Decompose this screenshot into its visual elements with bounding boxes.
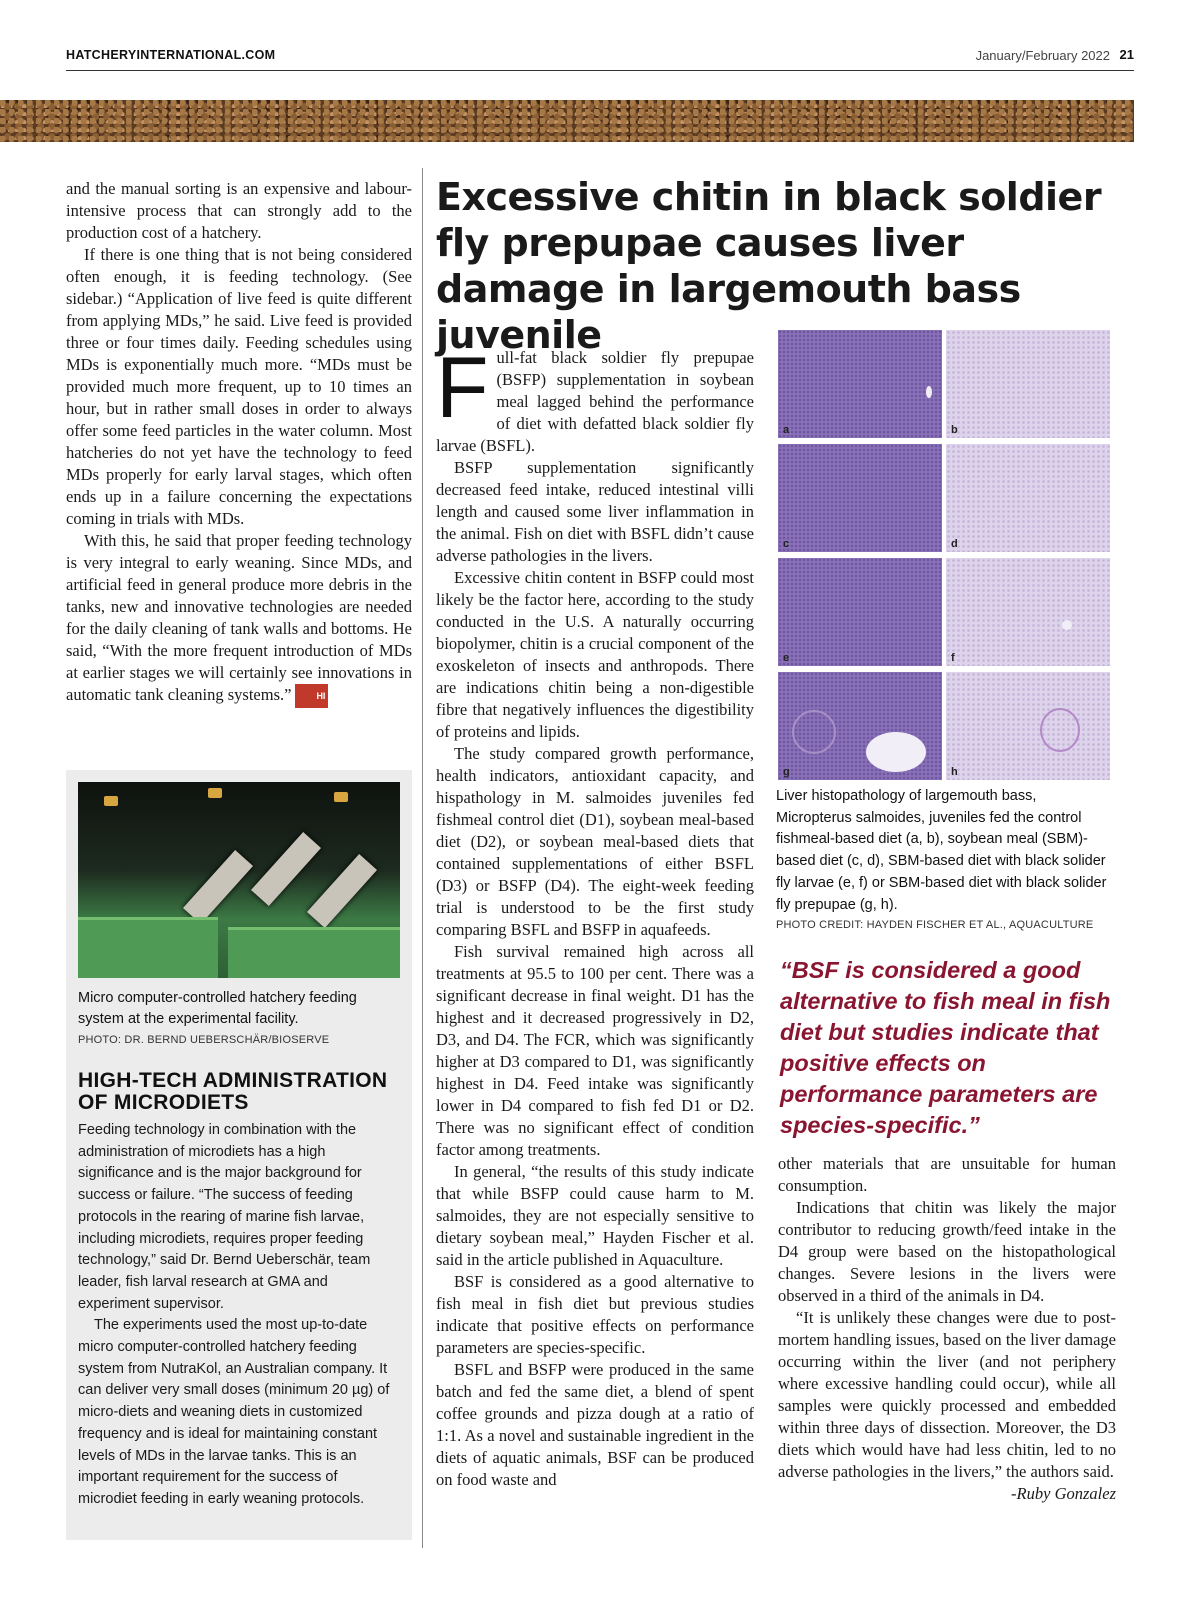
larvae-tank	[78, 917, 218, 978]
hatchery-feeding-photo	[78, 782, 400, 978]
histology-panel-e	[778, 558, 942, 666]
panel-label: d	[951, 538, 958, 550]
sidebar-heading: HIGH-TECH ADMINISTRATION OF MICRODIETS	[78, 1069, 388, 1114]
article-paragraph: other materials that are unsuitable for human consumption.	[778, 1154, 1116, 1195]
photo-caption: Micro computer-controlled hatchery feeding system at the experimental facility.	[78, 990, 357, 1027]
panel-label: b	[951, 424, 958, 436]
histology-panel-c	[778, 444, 942, 552]
article-paragraph: In general, “the results of this study indicate that while BSFP could cause harm to M. salmoides, they are not especially sensitive to dietary soybean meal,” Hayden Fischer et al. said in the article published in Aquaculture.	[436, 1162, 754, 1269]
page-number: 21	[1119, 47, 1134, 62]
article-paragraph: and the manual sorting is an expensive and labour-intensive process that can strongly add to the production cost of a hatchery.	[66, 179, 412, 242]
larvae-tank	[228, 927, 400, 978]
histology-panel-b	[946, 330, 1110, 438]
figure-caption: Liver histopathology of largemouth bass, Micropterus salmoides, juveniles fed the control fishmeal-based diet (a, b), soybean meal (SBM)-based diet (c, d), SBM-based diet with black solider fly larvae (e, f) or SBM-based diet with black solider fly prepupae (g, h).	[776, 788, 1107, 913]
sidebar-paragraph: Feeding technology in combination with the administration of microdiets has a high significance and is the major background for success or failure. “The success of feeding protocols in the rearing of marine fish larvae, including microdiets, requires proper feeding technology,” said Dr. Bernd Ueberschär, team leader, fish larval research at GMA and experiment supervisor.	[78, 1122, 371, 1312]
drop-cap: F	[436, 340, 489, 436]
liver-histology-figure	[778, 330, 1116, 780]
column-divider	[422, 168, 423, 1548]
article-column-1	[436, 340, 754, 1491]
panel-label: a	[783, 424, 790, 436]
histology-panel-g	[778, 672, 942, 780]
feeder-chute	[307, 854, 377, 928]
article-headline: Excessive chitin in black soldier fly prepupae causes liver damage in largemouth bass juvenile	[436, 175, 1102, 357]
panel-label: f	[951, 652, 955, 664]
ceiling-lamp-icon	[334, 792, 348, 802]
end-mark-icon: HI	[295, 684, 328, 708]
previous-article-column	[66, 178, 412, 708]
site-name: HATCHERYINTERNATIONAL.COM	[66, 48, 276, 62]
paragraph-text: With this, he said that proper feeding technology is very integral to early weaning. Since MDs, and artificial feed in general produce more debris in the tanks, new and innovative technologies are needed for the daily cleaning of tank walls and bottoms. He said, “With the more frequent introduction of MDs at earlier stages we will certainly see innovations in automatic tank cleaning systems.”	[66, 531, 412, 704]
article-paragraph: “It is unlikely these changes were due to post-mortem handling issues, based on the liver damage occurring within the liver (and not periphery where excessive handling could occur), while all samples were quickly processed and embedded within three days of dissection. Moreover, the D3 diets which would have had less chitin, led to no adverse pathologies in the livers,” the authors said.	[778, 1308, 1116, 1481]
panel-label: g	[783, 766, 790, 778]
article-paragraph: Fish survival remained high across all treatments at 95.5 to 100 per cent. There was a significant decrease in final weight. D1 has the highest and it decreased progressively in D2, D3, and D4. The FCR, which was significantly higher at D3 compared to D1, was significantly highest in D4. Feed intake was significantly lower in D4 compared to fish fed D1 or D2. There was no significant effect of condition factor among treatments.	[436, 942, 754, 1159]
sidebar	[66, 770, 412, 1540]
header-rule	[66, 70, 1134, 71]
article-paragraph: BSFL and BSFP were produced in the same batch and fed the same diet, a blend of spent coffee grounds and pizza dough at a ratio of 1:1. As a novel and sustainable ingredient in the diets of aquatic animals, BSF can be produced on food waste and	[436, 1360, 754, 1489]
panel-label: h	[951, 766, 958, 778]
article-paragraph: If there is one thing that is not being considered often enough, it is feeding technology. (See sidebar.) “Application of live feed is quite different from applying MDs,” he said. Live feed is provided three or four times daily. Feeding schedules using MDs is exponentially much more. “MDs must be provided much more frequent, up to 10 times an hour, but in rather small doses in order to always offer some feed particles in the water column. Most hatcheries do not yet have the technology to feed MDs properly for early larval stages, which often ends up in a failure concerning the expectations coming in trials with MDs.	[66, 245, 412, 528]
issue-date: January/February 2022	[975, 48, 1110, 63]
article-paragraph: Indications that chitin was likely the major contributor to reducing growth/feed intake in the D4 group were based on the histopathological changes. Severe lesions in the livers were observed in a third of the animals in D4.	[778, 1198, 1116, 1305]
figure-credit: PHOTO CREDIT: HAYDEN FISCHER ET AL., AQUACULTURE	[776, 919, 1094, 931]
histology-panel-d	[946, 444, 1110, 552]
article-paragraph	[66, 530, 412, 708]
histology-panel-a	[778, 330, 942, 438]
lesion-marker	[792, 710, 836, 754]
feed-pellets-banner	[0, 100, 1134, 142]
lead-text: ull-fat black soldier fly prepupae (BSFP) supplementation in soybean meal lagged behind the performance of diet with defatted black soldier fly larvae (BSFL).	[436, 348, 754, 455]
lead-paragraph	[436, 340, 754, 457]
vessel-lumen	[1062, 620, 1072, 630]
article-column-2	[778, 1153, 1116, 1505]
feeder-chute	[183, 850, 253, 924]
photo-credit: PHOTO: DR. BERND UEBERSCHÄR/BIOSERVE	[78, 1034, 330, 1046]
article-paragraph: BSF is considered as a good alternative to fish meal in fish diet but previous studies indicate that positive effects on performance parameters are species-specific.	[436, 1272, 754, 1357]
feeder-chute	[251, 832, 321, 906]
panel-label: c	[783, 538, 790, 550]
lesion-area	[866, 732, 926, 772]
article-paragraph: The study compared growth performance, health indicators, antioxidant capacity, and hispathology in M. salmoides juveniles fed fishmeal control diet (D1), soybean meal-based diet (D2), or soybean meal-based diets that contained supplementations of either BSFL (D3) or BSFP (D4). The eight-week feeding trial is understood to be the first study comparing BSFL and BSFP in aquafeeds.	[436, 744, 754, 939]
panel-label: e	[783, 652, 790, 664]
histology-panel-f	[946, 558, 1110, 666]
vessel-lumen	[926, 386, 932, 398]
pull-quote: “BSF is considered a good alternative to fish meal in fish diet but studies indicate that positive effects on performance parameters are species-specific.”	[780, 957, 1111, 1138]
article-paragraph: Excessive chitin content in BSFP could most likely be the factor here, according to the study conducted in the U.S. A naturally occurring biopolymer, chitin is a crucial component of the exoskeleton of insects and anthropods. There are indications chitin being a non-digestible fibre that negatively influences the digestibility of proteins and lipids.	[436, 568, 754, 741]
lesion-marker	[1040, 708, 1080, 752]
ceiling-lamp-icon	[208, 788, 222, 798]
sidebar-paragraph: The experiments used the most up-to-date micro computer-controlled hatchery feeding system from NutraKol, an Australian company. It can deliver very small doses (minimum 20 µg) of micro-diets and weaning diets in customized frequency and is ideal for maintaining constant levels of MDs in the larvae tanks. This is an important requirement for the success of microdiet feeding in early weaning protocols.	[78, 1317, 390, 1507]
byline: -Ruby Gonzalez	[1011, 1484, 1116, 1503]
article-paragraph: BSFP supplementation significantly decreased feed intake, reduced intestinal villi length and caused some liver inflammation in the animal. Fish on diet with BSFL didn’t cause adverse pathologies in the livers.	[436, 458, 754, 565]
ceiling-lamp-icon	[104, 796, 118, 806]
histology-panel-h	[946, 672, 1110, 780]
sidebar-body	[78, 1120, 400, 1511]
